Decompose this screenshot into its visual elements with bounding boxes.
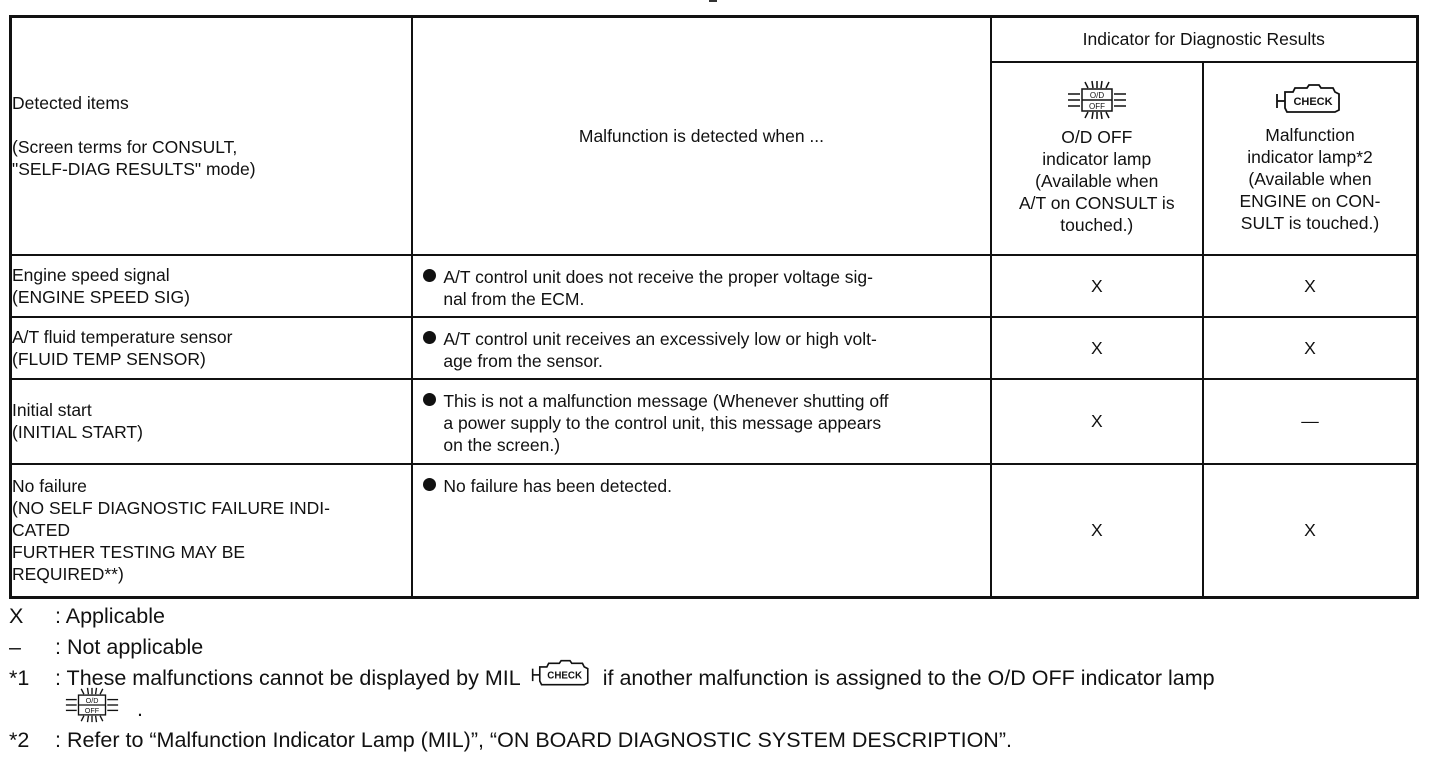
detected-items-header [11,17,413,255]
mil-mark-cell: — [1203,379,1418,464]
legend-key: *2 [9,728,30,752]
detected-items-note-1: (Screen terms for CONSULT, [12,136,238,157]
legend-text: : Applicable [55,604,165,628]
legend-note-2 [9,725,1215,756]
od-off-lamp-icon [1060,80,1134,120]
item-line: A/T fluid temperature sensor [12,326,233,347]
table-row [11,464,1418,598]
mil-mark-cell: X [1203,464,1418,598]
malfunction-line: age from the sensor. [443,350,603,371]
legend-applicable [9,601,1215,632]
item-line: FURTHER TESTING MAY BE [12,542,246,563]
check-icon-text: CHECK [547,670,582,682]
malfunction-line: No failure has been detected. [443,475,672,496]
check-engine-icon [529,658,595,699]
bullet-icon [423,478,436,491]
od-mark-cell: X [991,464,1203,598]
mil-col-line-1: Malfunction [1265,125,1355,145]
item-line: Engine speed signal [12,264,170,285]
bullet-icon [423,269,436,282]
item-line: (NO SELF DIAGNOSTIC FAILURE INDI- [12,498,330,519]
malfunction-line: a power supply to the control unit, this message appears [443,412,882,433]
malfunction-cell [412,379,990,464]
mil-col-line-5: SULT is touched.) [1240,213,1380,233]
item-line: (ENGINE SPEED SIG) [12,286,190,307]
bullet-icon [423,331,436,344]
bullet-icon [423,393,436,406]
indicator-group-label: Indicator for Diagnostic Results [1082,29,1325,50]
od-off-column-header [991,62,1203,255]
od-col-line-2: indicator lamp [1042,149,1152,169]
check-icon-text: CHECK [1293,96,1333,108]
legend-note-1 [9,663,1215,694]
mil-column-header [1203,62,1418,255]
mil-col-line-2: indicator lamp*2 [1247,147,1373,167]
indicator-group-header [991,17,1418,62]
od-icon-text-top: O/D [85,696,99,706]
item-line: (FLUID TEMP SENSOR) [12,348,206,369]
malfunction-line: on the screen.) [443,434,561,455]
malfunction-line: A/T control unit does not receive the proper voltage sig- [443,266,873,287]
detected-items-note-2: "SELF-DIAG RESULTS" mode) [12,158,256,179]
od-mark-cell: X [991,255,1203,317]
table-row [11,379,1418,464]
malfunction-line: This is not a malfunction message (Whenever shutting off [443,390,889,411]
malfunction-line: nal from the ECM. [443,288,585,309]
detected-item-cell [11,255,413,317]
malfunction-header-label: Malfunction is detected when ... [578,125,825,146]
od-col-line-4: A/T on CONSULT is [1018,193,1175,213]
od-icon-text-top: O/D [1089,91,1104,100]
legend-text: : Refer to “Malfunction Indicator Lamp (MIL)”, “ON BOARD DIAGNOSTIC SYSTEM DESCRIPTION”. [55,728,1012,752]
item-line: Initial start [12,400,92,420]
legend-key: X [9,604,24,628]
item-line: No failure [12,476,87,497]
legend-text: . [137,697,143,721]
detected-items-title: Detected items [12,92,129,113]
detected-item-cell [11,379,413,464]
mil-mark-cell: X [1203,317,1418,379]
malfunction-header [412,17,990,255]
od-icon-text-bottom: OFF [1088,102,1105,111]
legend-text: : These malfunctions cannot be displayed by MIL [55,666,521,690]
legend-not-applicable [9,632,1215,663]
legend-key: *1 [9,666,30,690]
legend-key: – [9,635,21,659]
detected-item-cell [11,464,413,598]
top-tick-mark [709,0,717,2]
malfunction-cell [412,255,990,317]
legend [9,601,1215,756]
malfunction-cell [412,464,990,598]
od-mark-cell: X [991,379,1203,464]
legend-text: : Not applicable [55,635,204,659]
malfunction-line: A/T control unit receives an excessively low or high volt- [443,328,877,349]
od-col-line-3: (Available when [1035,171,1159,191]
legend-text: if another malfunction is assigned to the O/D OFF indicator lamp [602,666,1215,690]
mil-col-line-3: (Available when [1248,169,1372,189]
detected-item-cell [11,317,413,379]
diagnostic-results-table [9,15,1419,599]
od-icon-text-bottom: OFF [84,706,100,716]
malfunction-cell [412,317,990,379]
od-col-line-5: touched.) [1060,215,1134,235]
table-row [11,255,1418,317]
check-engine-icon [1273,82,1347,118]
mil-col-line-4: ENGINE on CON- [1239,191,1381,211]
item-line: REQUIRED**) [12,564,124,585]
table-row [11,317,1418,379]
item-line: CATED [12,520,71,541]
od-mark-cell: X [991,317,1203,379]
legend-note-1-cont [9,694,1215,725]
mil-mark-cell: X [1203,255,1418,317]
item-line: (INITIAL START) [12,422,143,442]
od-col-line-1: O/D OFF [1061,127,1133,147]
